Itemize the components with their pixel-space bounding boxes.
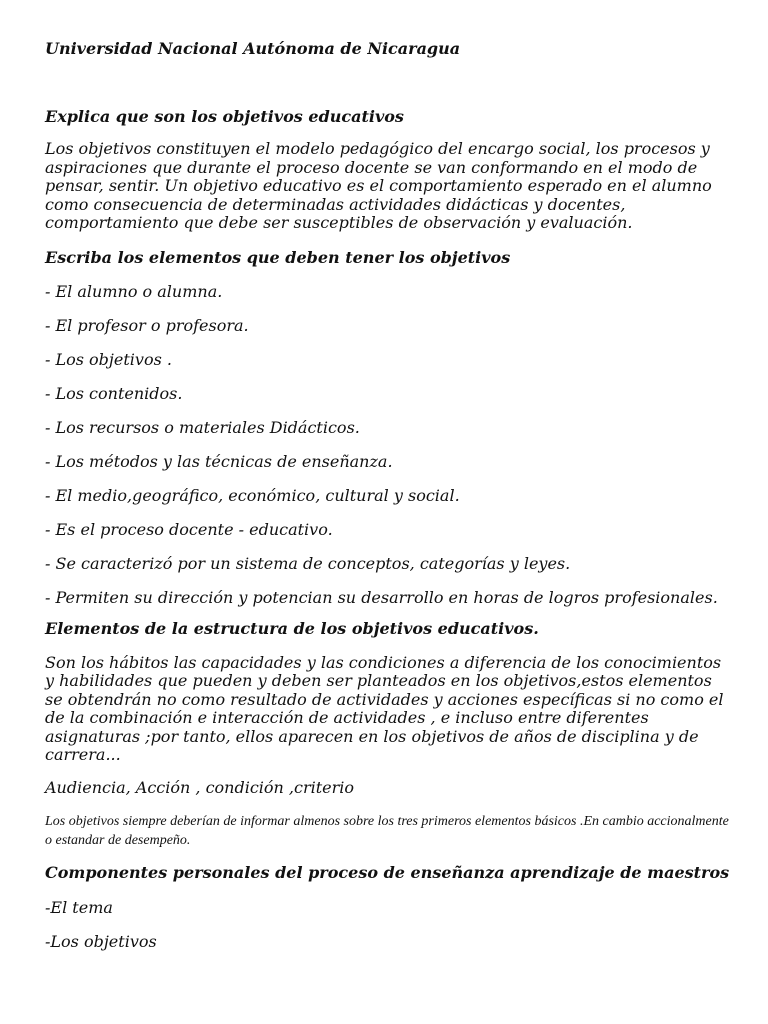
section-heading-elements: Escriba los elementos que deben tener los objetivos bbox=[45, 247, 511, 267]
list-item: - Se caracterizó por un sistema de conceptos, categorías y leyes. bbox=[45, 553, 571, 573]
list-item: - Permiten su dirección y potencian su desarrollo en horas de logros profesionales. bbox=[45, 587, 718, 607]
structure-elements-line: Audiencia, Acción , condición ,criterio bbox=[45, 777, 355, 797]
elements-list bbox=[45, 282, 730, 608]
structure-note: Los objetivos siempre deberían de informar almenos sobre los tres primeros elementos básicos .En cambio accionalmente o estandar de desempeño. bbox=[45, 813, 729, 848]
list-item: -El tema bbox=[45, 897, 113, 917]
list-item: - El alumno o alumna. bbox=[45, 281, 223, 301]
section-heading-components: Componentes personales del proceso de enseñanza aprendizaje de maestros bbox=[45, 862, 730, 882]
list-item: - Es el proceso docente - educativo. bbox=[45, 519, 333, 539]
section-heading-objectives: Explica que son los objetivos educativos bbox=[45, 107, 404, 126]
list-item: - Los objetivos . bbox=[45, 349, 172, 369]
list-item: -Los objetivos bbox=[45, 931, 157, 951]
section-heading-structure: Elementos de la estructura de los objetivos educativos. bbox=[45, 618, 539, 638]
document-page bbox=[45, 38, 730, 952]
list-item: - El profesor o profesora. bbox=[45, 315, 249, 335]
structure-paragraph: Son los hábitos las capacidades y las condiciones a diferencia de los conocimientos y habilidades que pueden y deben ser planteados en los objetivos,estos elementos se obtendrán no como resultado de actividades y acciones específicas si no como el de la combinación e interacción de actividades , e incluso entre diferentes asignaturas ;por tanto, ellos aparecen en los objetivos de años de disciplina y de carrera... bbox=[45, 652, 724, 764]
list-item: - Los métodos y las técnicas de enseñanza. bbox=[45, 451, 393, 471]
list-item: - Los contenidos. bbox=[45, 383, 183, 403]
components-list bbox=[45, 898, 730, 952]
list-item: - El medio,geográfico, económico, cultural y social. bbox=[45, 485, 460, 505]
list-item: - Los recursos o materiales Didácticos. bbox=[45, 417, 360, 437]
university-title: Universidad Nacional Autónoma de Nicaragua bbox=[45, 39, 461, 58]
objectives-definition-paragraph: Los objetivos constituyen el modelo pedagógico del encargo social, los procesos y aspiraciones que durante el proceso docente se van conformando en el modo de pensar, sentir. Un objetivo educativo es el comportamiento esperado en el alumno como consecuencia de determinadas actividades didácticas y docentes, comportamiento que debe ser susceptibles de observación y evaluación. bbox=[45, 139, 712, 232]
